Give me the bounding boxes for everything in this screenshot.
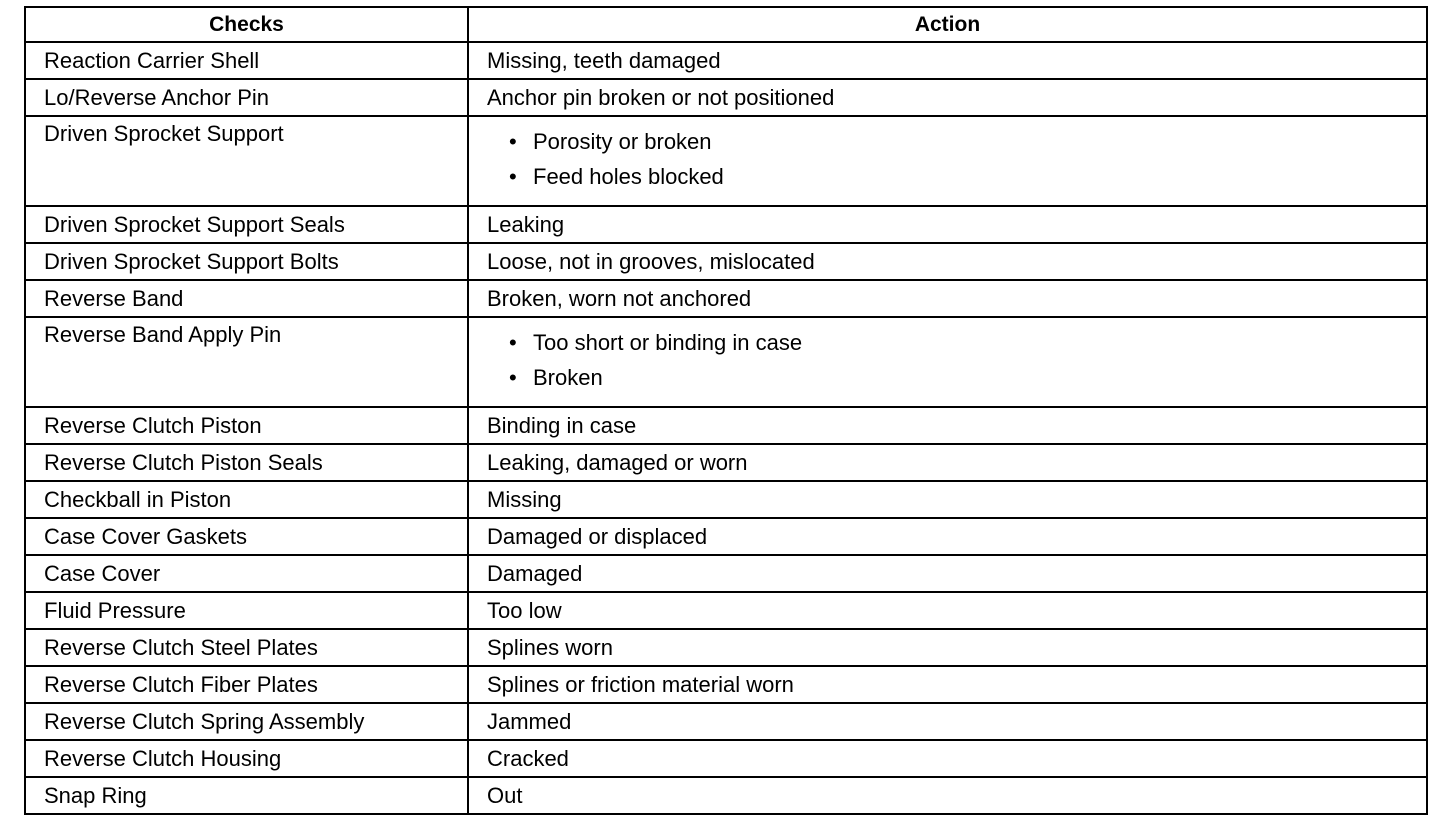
check-cell: Reverse Clutch Housing bbox=[25, 740, 468, 777]
check-cell: Reverse Band bbox=[25, 280, 468, 317]
table-row bbox=[25, 116, 1427, 206]
table-row bbox=[25, 317, 1427, 407]
action-cell bbox=[468, 317, 1427, 407]
action-cell: Broken, worn not anchored bbox=[468, 280, 1427, 317]
table-row bbox=[25, 206, 1427, 243]
action-bullet-text: Feed holes blocked bbox=[533, 164, 724, 189]
action-column-header: Action bbox=[468, 7, 1427, 42]
table-row bbox=[25, 444, 1427, 481]
table-row bbox=[25, 518, 1427, 555]
check-cell: Case Cover Gaskets bbox=[25, 518, 468, 555]
bullet-icon: • bbox=[509, 129, 517, 154]
checks-action-table bbox=[24, 6, 1428, 815]
table-row bbox=[25, 79, 1427, 116]
action-cell: Out bbox=[468, 777, 1427, 814]
action-cell: Anchor pin broken or not positioned bbox=[468, 79, 1427, 116]
table-row bbox=[25, 555, 1427, 592]
table-row bbox=[25, 740, 1427, 777]
check-cell: Checkball in Piston bbox=[25, 481, 468, 518]
action-bullet-list bbox=[487, 130, 1426, 200]
action-cell: Cracked bbox=[468, 740, 1427, 777]
check-cell: Case Cover bbox=[25, 555, 468, 592]
check-cell: Reverse Clutch Steel Plates bbox=[25, 629, 468, 666]
action-cell: Binding in case bbox=[468, 407, 1427, 444]
table-row bbox=[25, 703, 1427, 740]
action-bullet-item bbox=[507, 130, 1426, 165]
table-row bbox=[25, 592, 1427, 629]
table-row bbox=[25, 407, 1427, 444]
action-cell bbox=[468, 116, 1427, 206]
check-cell: Reverse Clutch Piston Seals bbox=[25, 444, 468, 481]
action-bullet-item bbox=[507, 331, 1426, 366]
action-cell: Splines or friction material worn bbox=[468, 666, 1427, 703]
check-cell: Reverse Clutch Fiber Plates bbox=[25, 666, 468, 703]
check-cell: Reaction Carrier Shell bbox=[25, 42, 468, 79]
action-cell: Missing bbox=[468, 481, 1427, 518]
action-bullet-list bbox=[487, 331, 1426, 401]
check-cell: Lo/Reverse Anchor Pin bbox=[25, 79, 468, 116]
action-cell: Splines worn bbox=[468, 629, 1427, 666]
action-bullet-text: Porosity or broken bbox=[533, 129, 712, 154]
action-cell: Missing, teeth damaged bbox=[468, 42, 1427, 79]
check-cell: Reverse Band Apply Pin bbox=[25, 317, 468, 407]
action-bullet-item bbox=[507, 165, 1426, 200]
action-bullet-text: Too short or binding in case bbox=[533, 330, 803, 355]
action-bullet-text: Broken bbox=[533, 365, 603, 390]
table-row bbox=[25, 666, 1427, 703]
check-cell: Snap Ring bbox=[25, 777, 468, 814]
action-cell: Damaged or displaced bbox=[468, 518, 1427, 555]
table-row bbox=[25, 777, 1427, 814]
check-cell: Fluid Pressure bbox=[25, 592, 468, 629]
check-cell: Driven Sprocket Support bbox=[25, 116, 468, 206]
action-cell: Damaged bbox=[468, 555, 1427, 592]
bullet-icon: • bbox=[509, 330, 517, 355]
bullet-icon: • bbox=[509, 164, 517, 189]
action-cell: Jammed bbox=[468, 703, 1427, 740]
action-bullet-item bbox=[507, 366, 1426, 401]
action-cell: Leaking bbox=[468, 206, 1427, 243]
table-row bbox=[25, 629, 1427, 666]
table-row bbox=[25, 280, 1427, 317]
check-cell: Reverse Clutch Piston bbox=[25, 407, 468, 444]
action-cell: Loose, not in grooves, mislocated bbox=[468, 243, 1427, 280]
action-cell: Leaking, damaged or worn bbox=[468, 444, 1427, 481]
check-cell: Driven Sprocket Support Bolts bbox=[25, 243, 468, 280]
table-row bbox=[25, 42, 1427, 79]
table-row bbox=[25, 481, 1427, 518]
header-row bbox=[25, 7, 1427, 42]
action-cell: Too low bbox=[468, 592, 1427, 629]
checks-column-header: Checks bbox=[25, 7, 468, 42]
table-row bbox=[25, 243, 1427, 280]
check-cell: Reverse Clutch Spring Assembly bbox=[25, 703, 468, 740]
bullet-icon: • bbox=[509, 365, 517, 390]
check-cell: Driven Sprocket Support Seals bbox=[25, 206, 468, 243]
